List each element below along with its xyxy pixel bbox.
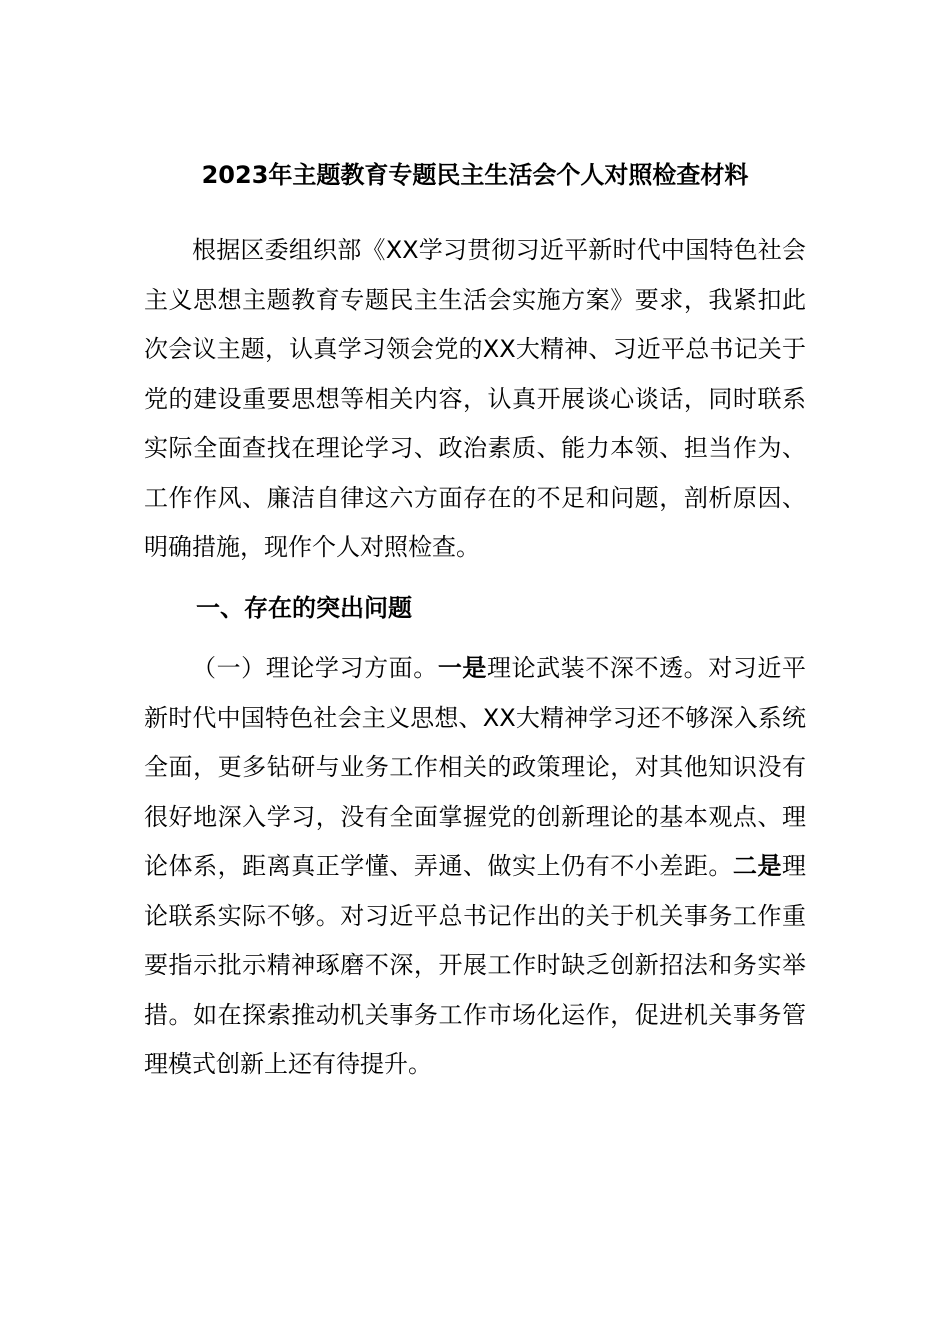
point-one-label: 一是 <box>437 654 488 682</box>
point-two-text: 理论联系实际不够。对习近平总书记作出的关于机关事务工作重要指示批示精神琢磨不深，开展工作时缺乏创新招法和务实举措。如在探索推动机关事务工作市场化运作，促进机关事务管理模式创新上还有待提升。 <box>144 852 806 1078</box>
intro-paragraph: 根据区委组织部《XX学习贯彻习近平新时代中国特色社会主义思想主题教育专题民主生活会实施方案》要求，我紧扣此次会议主题，认真学习领会党的XX大精神、习近平总书记关于党的建设重要思想等相关内容，认真开展谈心谈话，同时联系实际全面查找在理论学习、政治素质、能力本领、担当作为、工作作风、廉洁自律这六方面存在的不足和问题，剖析原因、明确措施，现作个人对照检查。 <box>144 236 806 561</box>
document-title: 2023年主题教育专题民主生活会个人对照检查材料 <box>201 161 749 189</box>
document-body <box>144 226 806 1090</box>
point-one-text: 理论武装不深不透。对习近平新时代中国特色社会主义思想、XX大精神学习还不够深入系统全面，更多钻研与业务工作相关的政策理论，对其他知识没有很好地深入学习，没有全面掌握党的创新理论的基本观点、理论体系，距离真正学懂、弄通、做实上仍有不小差距。 <box>144 654 807 880</box>
section-heading: 一、存在的突出问题 <box>196 593 412 622</box>
subsection-label: （一）理论学习方面。 <box>192 654 438 682</box>
point-two-label: 二是 <box>732 852 782 880</box>
theory-study-paragraph <box>144 644 806 1090</box>
